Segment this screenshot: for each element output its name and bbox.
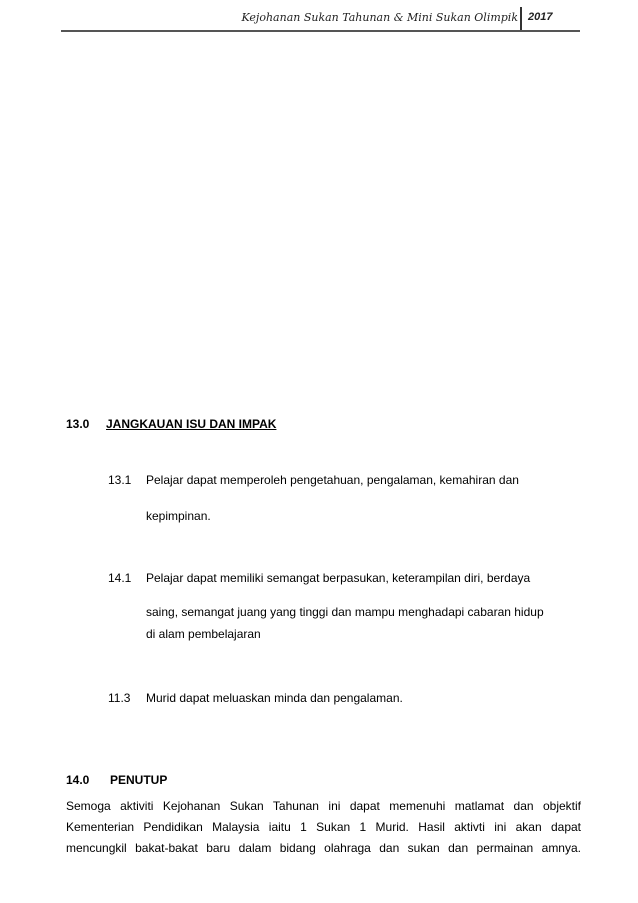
item-text-line: kepimpinan. — [146, 509, 211, 523]
section-number: 14.0 — [66, 773, 90, 787]
item-number: 13.1 — [108, 473, 132, 487]
section-title: PENUTUP — [110, 773, 168, 787]
header-rule — [61, 30, 580, 32]
item-text-line: saing, semangat juang yang tinggi dan mampu menghadapi cabaran hidup — [146, 605, 544, 619]
header-divider — [520, 7, 522, 30]
section-number: 13.0 — [66, 417, 90, 431]
item-number: 11.3 — [108, 691, 131, 705]
header-year: 2017 — [528, 11, 553, 23]
closing-paragraph — [66, 796, 581, 859]
item-text-line: Pelajar dapat memiliki semangat berpasukan, keterampilan diri, berdaya — [146, 571, 531, 585]
header-title: Kejohanan Sukan Tahunan & Mini Sukan Olimpik — [241, 11, 518, 24]
item-text-line: Pelajar dapat memperoleh pengetahuan, pengalaman, kemahiran dan — [146, 473, 519, 487]
item-text-line: Murid dapat meluaskan minda dan pengalaman. — [146, 691, 403, 705]
item-number: 14.1 — [108, 571, 132, 585]
paragraph-line: mencungkil bakat-bakat baru dalam bidang olahraga dan sukan dan permainan amnya. — [66, 841, 581, 855]
paragraph-line: Semoga aktiviti Kejohanan Sukan Tahunan ini dapat memenuhi matlamat dan objektif — [66, 799, 581, 813]
item-text-line: di alam pembelajaran — [146, 627, 261, 641]
section-title: JANGKAUAN ISU DAN IMPAK — [106, 417, 277, 431]
paragraph-line: Kementerian Pendidikan Malaysia iaitu 1 Sukan 1 Murid. Hasil aktivti ini akan dapat — [66, 820, 581, 834]
